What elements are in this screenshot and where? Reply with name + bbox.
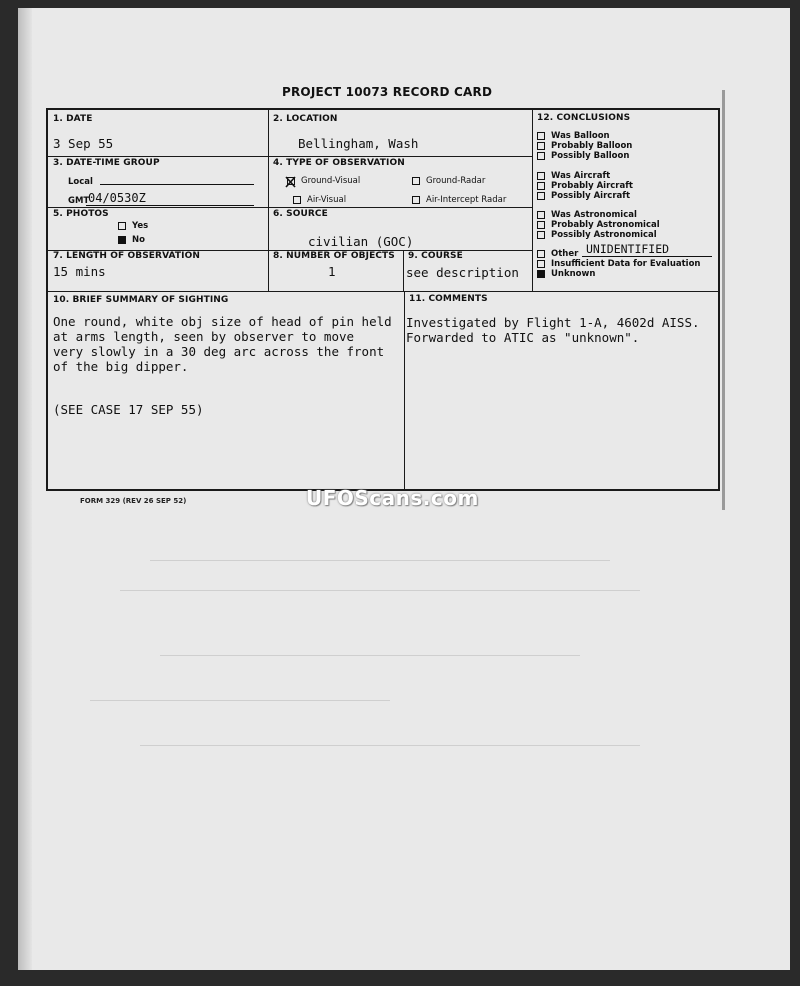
conclusion-was-aircraft: Was Aircraft [537,171,610,181]
date-label: 1. DATE [53,114,93,124]
comment-line: Forwarded to ATIC as "unknown". [406,330,640,345]
date-time-group-label: 3. DATE-TIME GROUP [53,158,160,168]
conclusion-probably-balloon: Probably Balloon [537,141,632,151]
number-of-objects-value: 1 [328,264,336,279]
summary-note: (SEE CASE 17 SEP 55) [53,402,204,417]
bleed-through-line [90,700,390,701]
probably-astronomical-checkbox [537,221,545,229]
conclusion-unknown: Unknown [537,269,595,279]
option-air-visual: Air-Visual [293,195,346,205]
photos-no: No [118,235,145,245]
number-of-objects-label: 8. NUMBER OF OBJECTS [273,251,395,261]
other-checkbox [537,250,545,258]
comment-line: Investigated by Flight 1-A, 4602d AISS. [406,315,700,330]
course-value: see description [406,265,519,280]
bleed-through-line [120,590,640,591]
air-intercept-radar-checkbox [412,196,420,204]
divider [48,207,532,208]
conclusion-possibly-aircraft: Possibly Aircraft [537,191,630,201]
watermark: UFOScans.com [306,486,479,510]
photos-yes: Yes [118,221,148,231]
conclusion-probably-aircraft: Probably Aircraft [537,181,633,191]
form-number: FORM 329 (REV 26 SEP 52) [80,497,187,505]
was-aircraft-checkbox [537,172,545,180]
summary-line: of the big dipper. [53,359,189,374]
option-air-intercept-radar: Air-Intercept Radar [412,195,506,205]
possibly-balloon-checkbox [537,152,545,160]
probably-aircraft-checkbox [537,182,545,190]
photos-no-checkbox [118,236,126,244]
date-value: 3 Sep 55 [53,136,114,151]
divider [268,110,269,291]
local-label: Local [68,177,93,187]
divider [532,110,533,291]
conclusion-insufficient-data: Insufficient Data for Evaluation [537,259,701,269]
comments-label: 11. COMMENTS [409,294,488,304]
divider [268,156,532,157]
conclusion-possibly-astronomical: Possibly Astronomical [537,230,657,240]
bleed-through-line [160,655,580,656]
divider [404,291,405,491]
location-value: Bellingham, Wash [298,136,419,151]
possibly-aircraft-checkbox [537,192,545,200]
conclusion-possibly-balloon: Possibly Balloon [537,151,629,161]
summary-line: at arms length, seen by observer to move [53,329,355,344]
conclusion-was-balloon: Was Balloon [537,131,610,141]
other-line [582,256,712,257]
paper-edge [18,8,32,970]
option-ground-visual: Ground-Visual [287,176,360,186]
photos-label: 5. PHOTOS [53,209,109,219]
conclusion-other: Other [537,249,578,259]
location-label: 2. LOCATION [273,114,338,124]
option-ground-radar: Ground-Radar [412,176,485,186]
gmt-line [86,205,254,206]
source-value: civilian (GOC) [308,234,414,249]
conclusion-probably-astronomical: Probably Astronomical [537,220,660,230]
possibly-astronomical-checkbox [537,231,545,239]
gmt-value: 04/0530Z [88,191,146,205]
photos-yes-checkbox [118,222,126,230]
checked-x-mark-icon [285,176,297,188]
bleed-through-line [150,560,610,561]
length-value: 15 mins [53,264,106,279]
air-visual-checkbox [293,196,301,204]
divider [403,250,404,291]
summary-line: very slowly in a 30 deg arc across the front [53,344,385,359]
ground-radar-checkbox [412,177,420,185]
type-of-observation-label: 4. TYPE OF OBSERVATION [273,158,405,168]
divider [48,291,718,292]
gmt-label: GMT [68,196,90,206]
conclusions-label: 12. CONCLUSIONS [537,113,631,123]
insufficient-data-checkbox [537,260,545,268]
brief-summary-label: 10. BRIEF SUMMARY OF SIGHTING [53,295,229,305]
page-shadow [722,90,725,510]
was-astronomical-checkbox [537,211,545,219]
bleed-through-line [140,745,640,746]
source-label: 6. SOURCE [273,209,328,219]
divider [48,156,268,157]
summary-line: One round, white obj size of head of pin held [53,314,392,329]
length-label: 7. LENGTH OF OBSERVATION [53,251,200,261]
course-label: 9. COURSE [408,251,463,261]
conclusion-was-astronomical: Was Astronomical [537,210,637,220]
was-balloon-checkbox [537,132,545,140]
unknown-checkbox [537,270,545,278]
other-value: UNIDENTIFIED [586,242,670,256]
probably-balloon-checkbox [537,142,545,150]
local-line [100,184,254,185]
card-title: PROJECT 10073 RECORD CARD [282,85,493,99]
